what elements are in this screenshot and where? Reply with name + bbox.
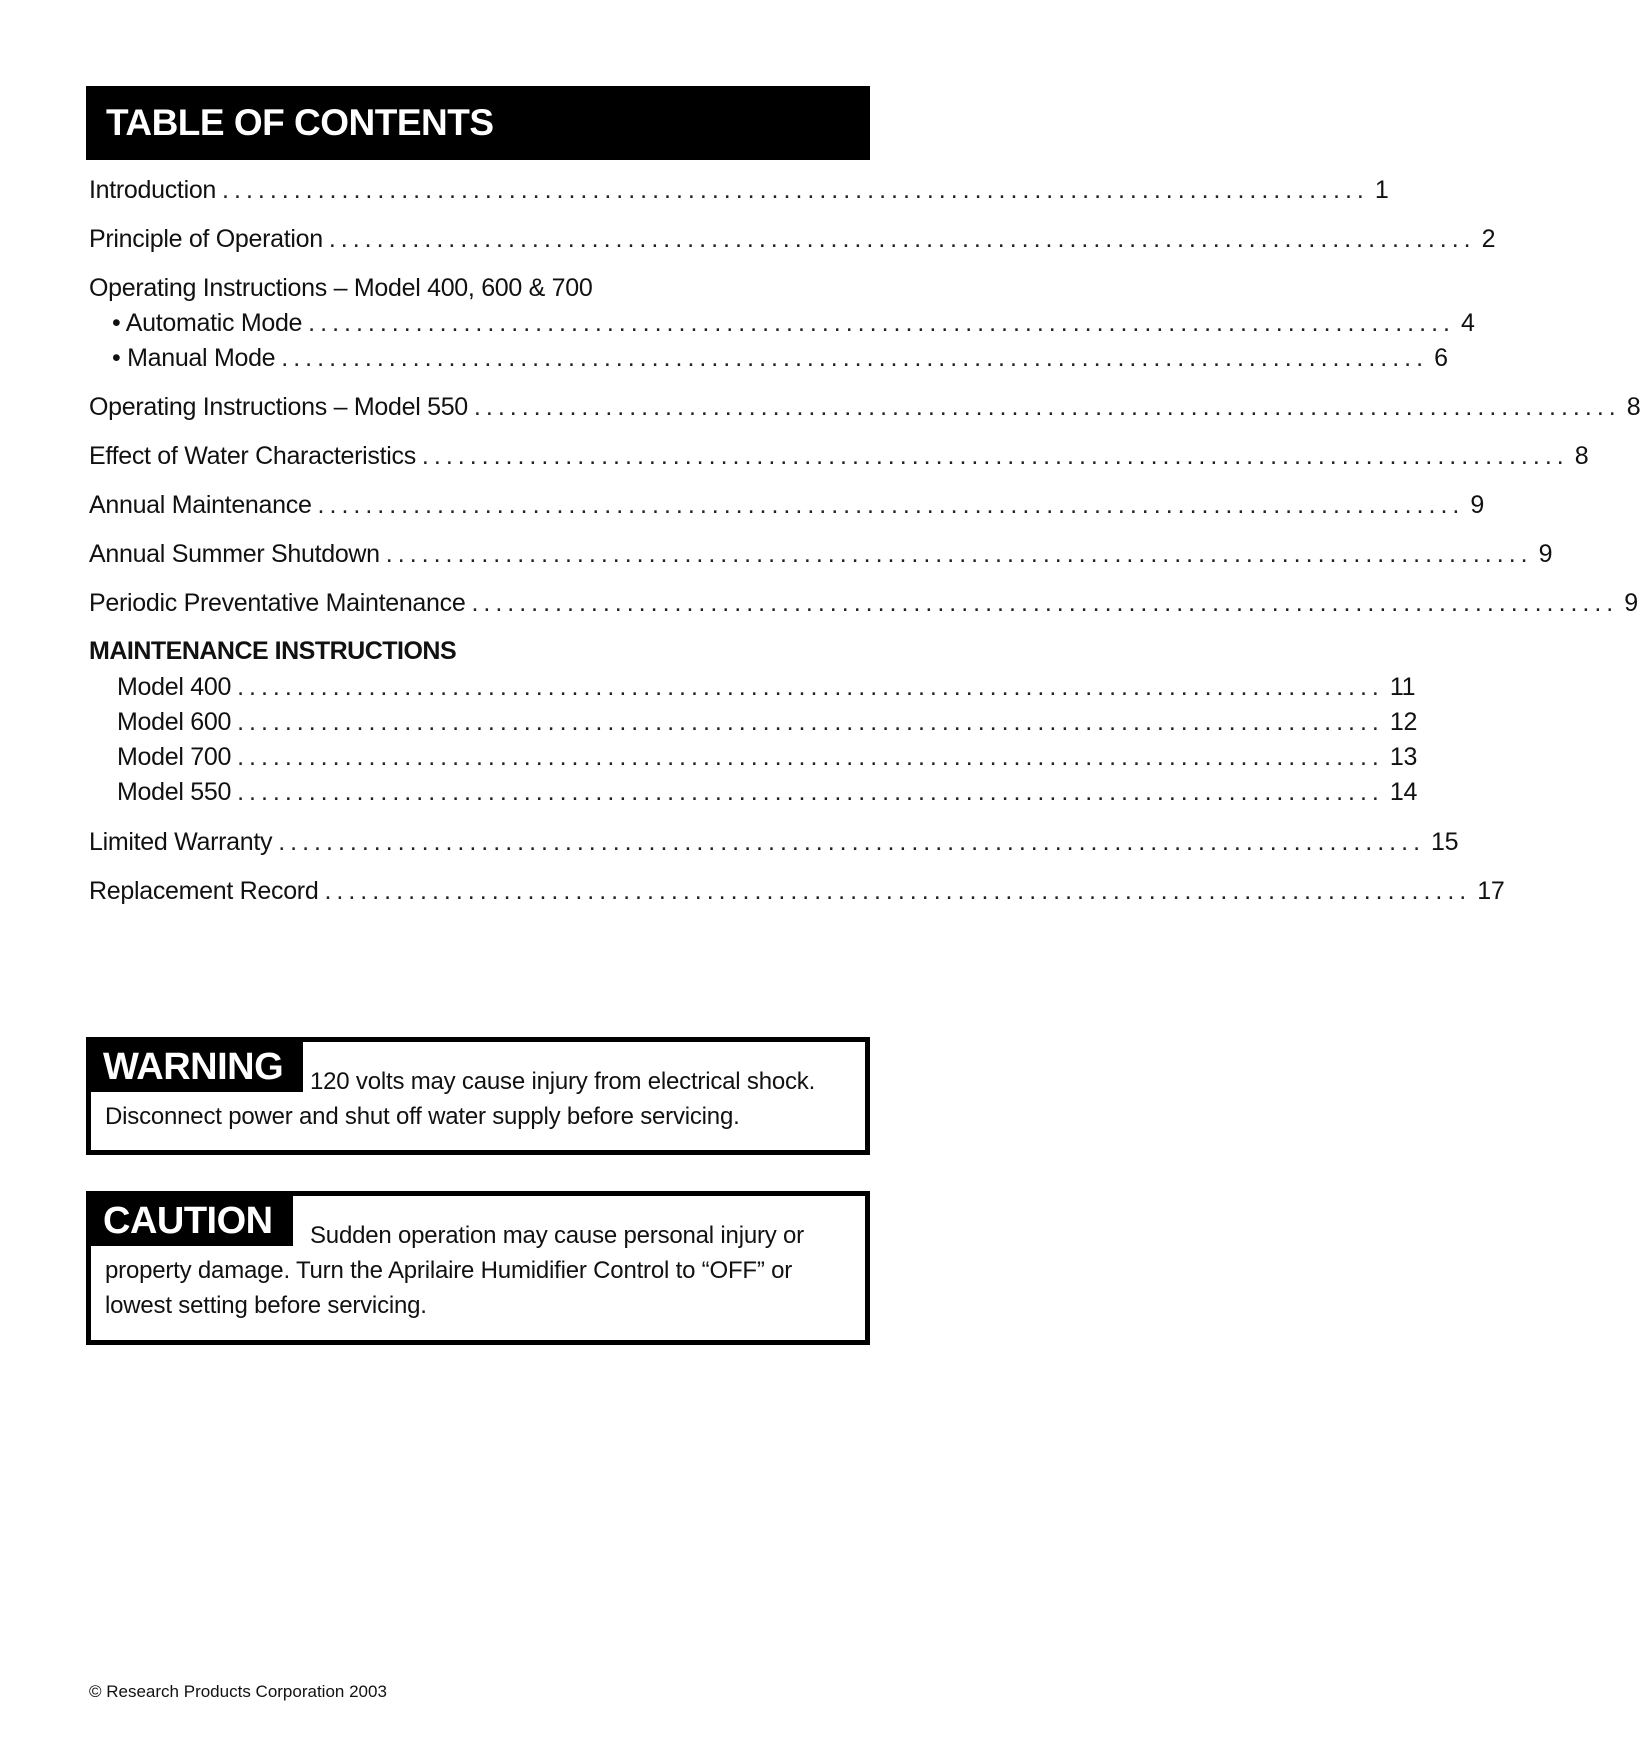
toc-entry-page: 12: [1389, 708, 1418, 736]
toc-dot-leader: ................................................................................................: [281, 344, 1429, 372]
toc-entry-label: Introduction: [89, 176, 217, 204]
toc-dot-leader: ................................................................................................: [385, 540, 1533, 568]
toc-entry-page: 9: [1624, 589, 1638, 617]
copyright-footer: © Research Products Corporation 2003: [89, 1682, 387, 1701]
toc-entry-page: 17: [1477, 877, 1505, 905]
toc-dot-leader: ................................................................................................: [237, 778, 1384, 806]
toc-dot-leader: ................................................................................................: [317, 491, 1465, 519]
toc-entry-page: 11: [1389, 673, 1416, 701]
warning-text: 120 volts may cause injury from electrical shock. Disconnect power and shut off water supply before servicing.: [105, 1068, 816, 1130]
toc-entry-annual-maintenance[interactable]: [89, 491, 1484, 525]
toc-entry-label: Periodic Preventative Maintenance: [89, 589, 466, 617]
toc-entry-label: Annual Summer Shutdown: [89, 540, 380, 568]
toc-entry-label: Limited Warranty: [89, 828, 273, 856]
toc-entry-replacement-record[interactable]: [89, 877, 1505, 911]
toc-entry-label: • Automatic Mode: [112, 309, 303, 337]
toc-entry-label: Model 600: [117, 708, 232, 736]
toc-entry-model-600[interactable]: [117, 708, 1418, 742]
toc-entry-label: Model 400: [117, 673, 232, 701]
toc-entry-label: Annual Maintenance: [89, 491, 312, 519]
toc-entry-page: 4: [1460, 309, 1475, 337]
toc-entry-principle[interactable]: [89, 225, 1496, 259]
toc-entry-label: Effect of Water Characteristics: [89, 442, 416, 470]
toc-entry-page: 15: [1431, 828, 1459, 856]
toc-entry-page: 9: [1470, 491, 1484, 519]
toc-dot-leader: ................................................................................................: [237, 673, 1384, 701]
toc-entry-water-characteristics[interactable]: [89, 442, 1589, 476]
toc-entry-page: 1: [1374, 176, 1389, 204]
toc-entry-page: 14: [1389, 778, 1418, 806]
toc-entry-page: 8: [1574, 442, 1589, 470]
toc-entry-model-550[interactable]: [117, 778, 1418, 812]
toc-entry-introduction[interactable]: [89, 176, 1389, 210]
warning-label: WARNING: [91, 1042, 303, 1092]
toc-entry-page: 9: [1538, 540, 1553, 568]
toc-entry-summer-shutdown[interactable]: [89, 540, 1553, 574]
toc-entry-page: 2: [1481, 225, 1496, 253]
toc-entry-label: • Manual Mode: [112, 344, 276, 372]
toc-entry-page: 13: [1389, 743, 1418, 771]
toc-entry-label: Replacement Record: [89, 877, 319, 905]
toc-entry-limited-warranty[interactable]: [89, 828, 1459, 862]
toc-dot-leader: ................................................................................................: [278, 828, 1426, 856]
toc-dot-leader: ................................................................................................: [308, 309, 1455, 337]
toc-entry-automatic-mode[interactable]: [112, 309, 1475, 343]
toc-heading-maintenance: MAINTENANCE INSTRUCTIONS: [89, 637, 457, 665]
caution-label: CAUTION: [91, 1196, 293, 1246]
toc-dot-leader: ................................................................................................: [324, 877, 1472, 905]
toc-dot-leader: ................................................................................................: [222, 176, 1369, 204]
toc-dot-leader: ................................................................................................: [328, 225, 1476, 253]
toc-entry-label: Operating Instructions – Model 550: [89, 393, 468, 421]
toc-title: TABLE OF CONTENTS: [86, 86, 870, 160]
toc-entry-label: Model 700: [117, 743, 232, 771]
toc-dot-leader: ................................................................................................: [473, 393, 1621, 421]
toc-dot-leader: ................................................................................................: [471, 589, 1619, 617]
toc-entry-label: Principle of Operation: [89, 225, 323, 253]
toc-entry-page: 6: [1434, 344, 1448, 372]
caution-text: Sudden operation may cause personal injury or property damage. Turn the Aprilaire Humidifier Control to “OFF” or lowest setting before servicing.: [105, 1222, 804, 1319]
toc-entry-page: 8: [1626, 393, 1640, 421]
toc-entry-operating-550[interactable]: [89, 393, 1640, 427]
caution-box: [86, 1191, 870, 1345]
toc-heading-operating-400: Operating Instructions – Model 400, 600 & 700: [89, 274, 593, 302]
toc-entry-manual-mode[interactable]: [112, 344, 1448, 378]
toc-dot-leader: ................................................................................................: [237, 743, 1384, 771]
warning-box: [86, 1037, 870, 1155]
toc-entry-model-700[interactable]: [117, 743, 1418, 777]
toc-entry-preventative[interactable]: [89, 589, 1638, 623]
toc-entry-model-400[interactable]: [117, 673, 1416, 707]
toc-dot-leader: ................................................................................................: [421, 442, 1569, 470]
toc-dot-leader: ................................................................................................: [237, 708, 1384, 736]
toc-entry-label: Model 550: [117, 778, 232, 806]
